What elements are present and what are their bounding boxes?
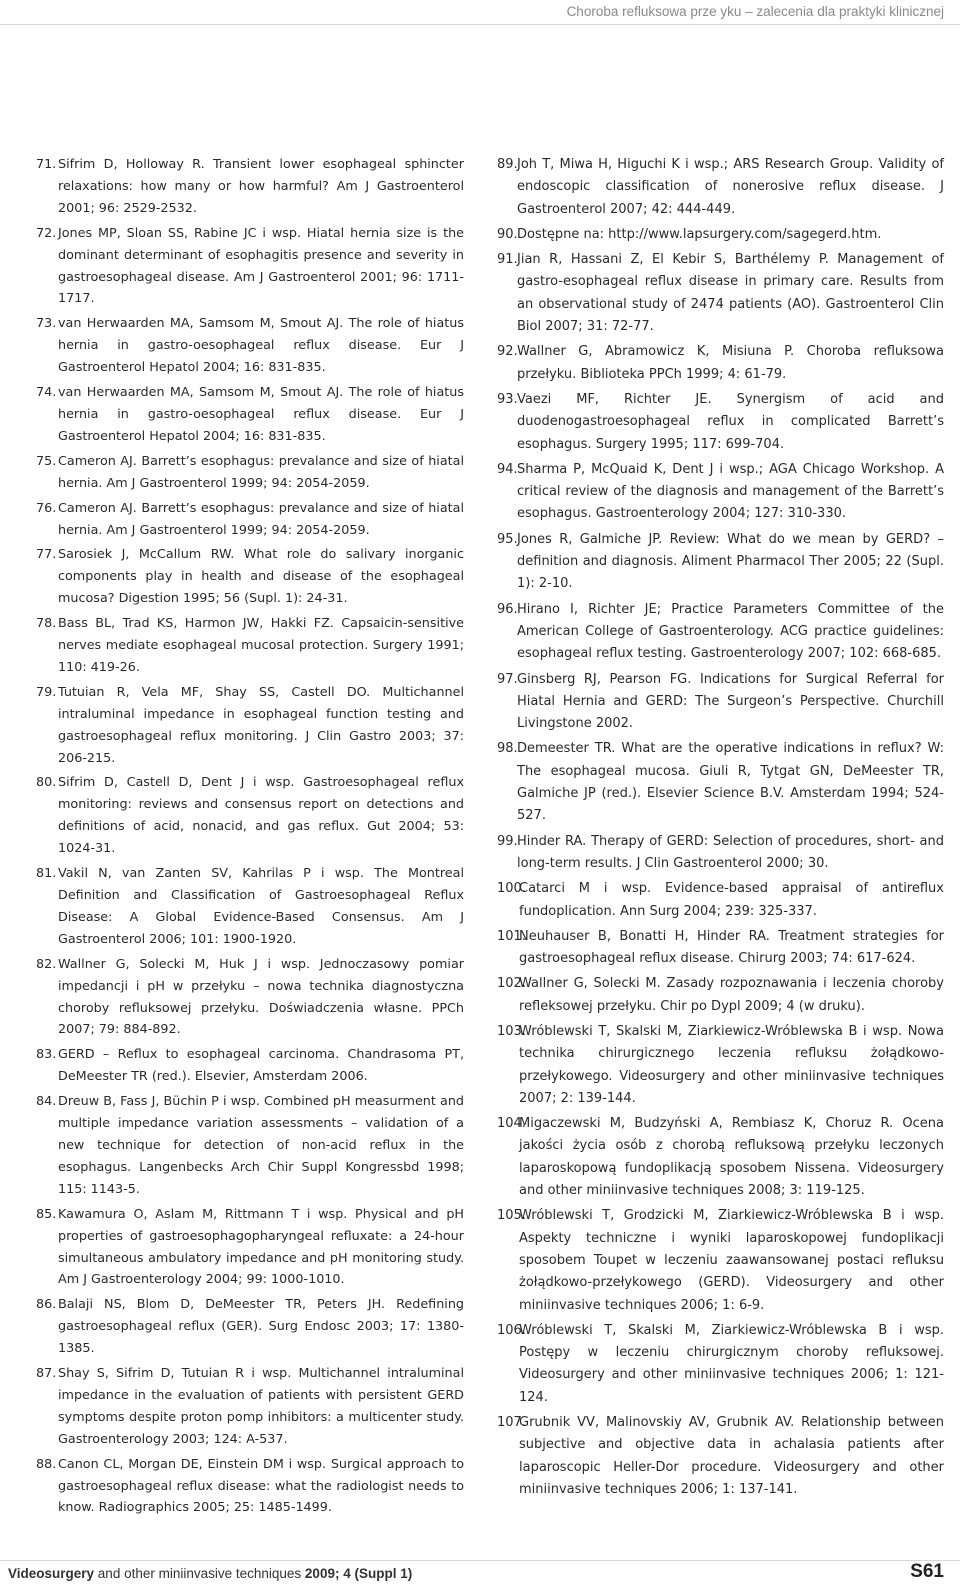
reference-item	[36, 313, 464, 379]
reference-number: 100.	[497, 881, 526, 897]
reference-text: Jones MP, Sloan SS, Rabine JC i wsp. Hiatal hernia size is the dominant determinant of esophagitis presence and severity in gastroesophageal disease. Am J Gastroenterol 2001; 96: 1711-1717.	[58, 225, 464, 307]
page-number: S61	[910, 1561, 944, 1582]
reference-number: 94.	[497, 461, 518, 477]
reference-item	[497, 599, 944, 666]
reference-number: 91.	[497, 252, 518, 268]
reference-body	[497, 529, 944, 596]
journal-citation	[8, 1562, 412, 1586]
reference-body	[497, 459, 944, 526]
reference-item	[36, 1294, 464, 1360]
reference-body	[497, 1320, 944, 1409]
references-left-column	[36, 154, 464, 1522]
reference-text: Balaji NS, Blom D, DeMeester TR, Peters JH. Redefining gastroesophageal reflux (GER). Surg Endosc 2003; 17: 1380-1385.	[58, 1297, 464, 1357]
reference-number: 84.	[36, 1094, 57, 1110]
reference-body	[497, 1021, 944, 1110]
reference-body	[497, 926, 944, 971]
reference-number: 79.	[36, 684, 57, 700]
reference-item	[497, 1021, 944, 1110]
reference-number: 95.	[497, 531, 518, 547]
reference-body	[36, 154, 464, 220]
reference-text: Demeester TR. What are the operative indications in reflux? W: The esophageal mucosa. Giuli R, Tytgat GN, DeMeester TR, Galmiche JP (red.). Elsevier Science B.V. Amsterdam 1994; 524-527.	[517, 741, 944, 824]
reference-item	[497, 878, 944, 923]
reference-number: 88.	[36, 1456, 57, 1472]
reference-text: Dreuw B, Fass J, Büchin P i wsp. Combined pH measurment and multiple impedance variation assessments – validation of a new technique for detection of non-acid reflux in the esophagus. Langenbecks Arch Chir Suppl Kongressbd 1998; 115: 1143-5.	[58, 1094, 464, 1197]
reference-item	[36, 544, 464, 610]
reference-text: Hinder RA. Therapy of GERD: Selection of procedures, short- and long-term results. J Clin Gastroenterol 2000; 30.	[517, 833, 944, 871]
reference-body	[36, 498, 464, 542]
reference-body	[497, 973, 944, 1018]
reference-number: 82.	[36, 956, 57, 972]
journal-subtitle: and other miniinvasive techniques	[94, 1566, 305, 1581]
reference-item	[36, 382, 464, 448]
reference-body	[497, 224, 944, 246]
reference-item	[36, 1363, 464, 1451]
reference-number: 93.	[497, 391, 518, 407]
reference-item	[36, 154, 464, 220]
reference-text: GERD – Reflux to esophageal carcinoma. Chandrasoma PT, DeMeester TR (red.). Elsevier, Amsterdam 2006.	[58, 1047, 464, 1085]
reference-number: 72.	[36, 225, 57, 241]
reference-text: Migaczewski M, Budzyński A, Rembiasz K, Choruz R. Ocena jakości życia osób z chorobą refluksową przełyku leczonych laparoskopową fundoplikacją sposobem Nissena. Videosurgery and other miniinvasive techniques 2008; 3: 119-125.	[519, 1116, 944, 1199]
reference-text: Sifrim D, Castell D, Dent J i wsp. Gastroesophageal reflux monitoring: reviews and consensus report on detections and definitions of acid, nonacid, and gas reflux. Gut 2004; 53: 1024-31.	[58, 775, 464, 857]
reference-number: 78.	[36, 616, 57, 632]
reference-body	[497, 1205, 944, 1316]
reference-text: Jones R, Galmiche JP. Review: What do we mean by GERD? – definition and diagnosis. Aliment Pharmacol Ther 2005; 22 (Supl. 1): 2-10.	[517, 531, 944, 592]
reference-item	[36, 1091, 464, 1201]
reference-body	[497, 341, 944, 386]
reference-body	[36, 1204, 464, 1292]
reference-text: Neuhauser B, Bonatti H, Hinder RA. Treatment strategies for gastroesophageal reflux disease. Chirurg 2003; 74: 617-624.	[519, 928, 944, 967]
reference-number: 81.	[36, 866, 57, 882]
footer-rule	[0, 1560, 960, 1561]
journal-issue: 2009; 4 (Suppl 1)	[304, 1566, 413, 1581]
reference-item	[497, 973, 944, 1018]
reference-body	[36, 772, 464, 860]
reference-item	[36, 954, 464, 1042]
references-right-column	[497, 154, 944, 1504]
reference-body	[497, 1412, 944, 1501]
reference-item	[36, 863, 464, 951]
reference-body	[36, 544, 464, 610]
reference-item	[36, 682, 464, 770]
reference-item	[36, 451, 464, 495]
reference-text: Ginsberg RJ, Pearson FG. Indications for Surgical Referral for Hiatal Hernia and GERD: The Surgeon’s Perspective. Churchill Livingstone 2002.	[517, 671, 944, 732]
reference-number: 106.	[497, 1322, 526, 1338]
reference-item	[36, 772, 464, 860]
reference-item	[497, 1320, 944, 1409]
reference-text: Wróblewski T, Skalski M, Ziarkiewicz-Wróblewska B i wsp. Nowa technika chirurgicznego leczenia refluksu żołądkowo-przełykowego. Videosurgery and other miniinvasive techniques 2007; 2: 139-144.	[519, 1023, 944, 1106]
reference-number: 87.	[36, 1366, 57, 1382]
reference-number: 74.	[36, 385, 57, 401]
reference-text: Wallner G, Solecki M. Zasady rozpoznawania i leczenia choroby refleksowej przełyku. Chir po Dypl 2009; 4 (w druku).	[519, 976, 944, 1014]
reference-body	[497, 831, 944, 876]
reference-number: 89.	[497, 157, 518, 172]
reference-text: Grubnik VV, Malinovskiy AV, Grubnik AV. Relationship between subjective and objective data in achalasia patients after laparoscopic Heller-Dor procedure. Videosurgery and other miniinvasive techniques 2006; 1: 137-141.	[519, 1415, 944, 1497]
reference-number: 92.	[497, 344, 518, 360]
reference-body	[497, 669, 944, 736]
reference-item	[497, 1205, 944, 1316]
reference-text: Cameron AJ. Barrett’s esophagus: prevalance and size of hiatal hernia. Am J Gastroenterol 1999; 94: 2054-2059.	[58, 500, 464, 538]
reference-text: Shay S, Sifrim D, Tutuian R i wsp. Multichannel intraluminal impedance in the evaluation of patients with persistent GERD symptoms despite proton pomp inhibitors: a multicenter study. Gastroenterology 2003; 124: A-537.	[58, 1366, 464, 1447]
reference-item	[497, 341, 944, 386]
reference-number: 73.	[36, 316, 57, 332]
reference-number: 77.	[36, 547, 57, 563]
reference-item	[497, 1113, 944, 1202]
reference-body	[497, 249, 944, 338]
journal-name: Videosurgery	[8, 1566, 95, 1581]
reference-item	[497, 831, 944, 876]
reference-body	[36, 223, 464, 311]
reference-text: Wallner G, Abramowicz K, Misiuna P. Choroba refluksowa przełyku. Biblioteka PPCh 1999; 4: 61-79.	[517, 344, 944, 382]
reference-body	[497, 878, 944, 923]
reference-item	[36, 613, 464, 679]
reference-item	[497, 249, 944, 338]
reference-number: 97.	[497, 671, 518, 687]
reference-text: Sharma P, McQuaid K, Dent J i wsp.; AGA Chicago Workshop. A critical review of the diagnosis and management of the Barrett’s esophagus. Gastroenterology 2004; 127: 310-330.	[517, 461, 944, 522]
reference-number: 102.	[497, 976, 526, 992]
reference-item	[497, 529, 944, 596]
reference-text: Catarci M i wsp. Evidence-based appraisal of antireflux fundoplication. Ann Surg 2004; 239: 325-337.	[519, 881, 944, 919]
reference-text: Hirano I, Richter JE; Practice Parameters Committee of the American College of Gastroenterology. ACG practice guidelines: esophageal reflux testing. Gastroenterology 2007; 102: 668-685.	[517, 601, 944, 662]
running-header: Choroba refluksowa prze yku – zalecenia dla praktyki klinicznej	[566, 4, 944, 19]
reference-text: Wallner G, Solecki M, Huk J i wsp. Jednoczasowy pomiar impedancji i pH w przełyku – nowa technika diagnostyczna choroby refluksowej przełyku. Doświadczenia własne. PPCh 2007; 79: 884-892.	[58, 956, 464, 1038]
reference-text: Bass BL, Trad KS, Harmon JW, Hakki FZ. Capsaicin-sensitive nerves mediate esophageal mucosal protection. Surgery 1991; 110: 419-26.	[58, 616, 464, 675]
reference-number: 104.	[497, 1116, 526, 1132]
reference-number: 105.	[497, 1208, 526, 1224]
reference-text: van Herwaarden MA, Samsom M, Smout AJ. The role of hiatus hernia in gastro-oesophageal reflux disease. Eur J Gastroenterol Hepatol 2004; 16: 831-835.	[58, 316, 464, 376]
reference-body	[36, 863, 464, 951]
reference-body	[497, 599, 944, 666]
reference-text: Sarosiek J, McCallum RW. What role do salivary inorganic components play in health and disease of the esophageal mucosa? Digestion 1995; 56 (Supl. 1): 24-31.	[58, 547, 464, 607]
reference-number: 107.	[497, 1415, 526, 1431]
reference-number: 96.	[497, 601, 518, 617]
reference-item	[497, 154, 944, 221]
reference-text: Tutuian R, Vela MF, Shay SS, Castell DO. Multichannel intraluminal impedance in esophageal function testing and gastroesophageal reflux monitoring. J Clin Gastro 2003; 37: 206-215.	[58, 684, 464, 766]
reference-body	[36, 1294, 464, 1360]
reference-text: van Herwaarden MA, Samsom M, Smout AJ. The role of hiatus hernia in gastro-oesophageal reflux disease. Eur J Gastroenterol Hepatol 2004; 16: 831-835.	[58, 385, 464, 444]
reference-item	[497, 669, 944, 736]
reference-text: Kawamura O, Aslam M, Rittmann T i wsp. Physical and pH properties of gastroesophagopharyngeal refluxate: a 24-hour simultaneous ambulatory impedance and pH monitoring study. Am J Gastroenterology 2004; 99: 1000-1010.	[58, 1206, 464, 1288]
reference-body	[36, 382, 464, 448]
header-rule	[0, 24, 960, 25]
reference-body	[36, 1091, 464, 1201]
reference-text: Wróblewski T, Grodzicki M, Ziarkiewicz-Wróblewska B i wsp. Aspekty techniczne i wyniki laparoskopowej fundoplikacji sposobem Toupet w leczeniu zaawansowanej postaci refluksu żołądkowo-przełykowego (GERD). Videosurgery and other miniinvasive techniques 2006; 1: 6-9.	[519, 1208, 944, 1313]
reference-number: 101.	[497, 928, 526, 944]
reference-item	[497, 389, 944, 456]
reference-number: 99.	[497, 833, 518, 849]
reference-body	[497, 389, 944, 456]
reference-number: 103.	[497, 1023, 526, 1039]
reference-item	[497, 926, 944, 971]
reference-text: Wróblewski T, Skalski M, Ziarkiewicz-Wróblewska B i wsp. Postępy w leczeniu chirurgicznym choroby refluksowej. Videosurgery and other miniinvasive techniques 2006; 1: 121-124.	[519, 1322, 944, 1405]
reference-number: 98.	[497, 741, 518, 757]
reference-text: Vaezi MF, Richter JE. Synergism of acid and duodenogastroesophageal reflux in complicated Barrett’s esophagus. Surgery 1995; 117: 699-704.	[517, 391, 944, 452]
reference-body	[497, 154, 944, 221]
reference-number: 83.	[36, 1047, 57, 1063]
reference-number: 85.	[36, 1206, 57, 1222]
reference-item	[36, 223, 464, 311]
reference-body	[497, 1113, 944, 1202]
reference-text: Joh T, Miwa H, Higuchi K i wsp.; ARS Research Group. Validity of endoscopic classification of nonerosive reflux disease. J Gastroenterol 2007; 42: 444-449.	[517, 157, 944, 217]
reference-item	[36, 1454, 464, 1520]
reference-body	[36, 682, 464, 770]
reference-number: 90.	[497, 226, 518, 242]
reference-text: Jian R, Hassani Z, El Kebir S, Barthélemy P. Management of gastro-esophageal reflux disease in primary care. Results from an observational study of 2474 patients (AO). Gastroenterol Clin Biol 2007; 31: 72-77.	[517, 252, 944, 335]
reference-body	[497, 738, 944, 827]
reference-text: Cameron AJ. Barrett’s esophagus: prevalance and size of hiatal hernia. Am J Gastroenterol 1999; 94: 2054-2059.	[58, 453, 464, 491]
reference-text: Vakil N, van Zanten SV, Kahrilas P i wsp. The Montreal Definition and Classification of Gastroesophageal Reflux Disease: A Global Evidence-Based Consensus. Am J Gastroenterol 2006; 101: 1900-1920.	[58, 866, 464, 947]
reference-number: 71.	[36, 157, 57, 172]
reference-number: 75.	[36, 453, 57, 469]
reference-body	[36, 1454, 464, 1520]
reference-body	[36, 1044, 464, 1088]
reference-item	[497, 224, 944, 246]
reference-body	[36, 613, 464, 679]
reference-body	[36, 313, 464, 379]
reference-body	[36, 451, 464, 495]
reference-item	[36, 1044, 464, 1088]
reference-item	[36, 1204, 464, 1292]
reference-text: Dostępne na: http://www.lapsurgery.com/sagegerd.htm.	[517, 226, 882, 242]
reference-number: 76.	[36, 500, 57, 516]
reference-text: Sifrim D, Holloway R. Transient lower esophageal sphincter relaxations: how many or how harmful? Am J Gastroenterol 2001; 96: 2529-2532.	[58, 157, 464, 216]
reference-number: 86.	[36, 1297, 57, 1313]
reference-number: 80.	[36, 775, 57, 791]
reference-item	[36, 498, 464, 542]
reference-item	[497, 459, 944, 526]
reference-item	[497, 738, 944, 827]
reference-body	[36, 954, 464, 1042]
reference-text: Canon CL, Morgan DE, Einstein DM i wsp. Surgical approach to gastroesophageal reflux disease: what the radiologist needs to know. Radiographics 2005; 25: 1485-1499.	[58, 1456, 464, 1516]
reference-body	[36, 1363, 464, 1451]
reference-item	[497, 1412, 944, 1501]
